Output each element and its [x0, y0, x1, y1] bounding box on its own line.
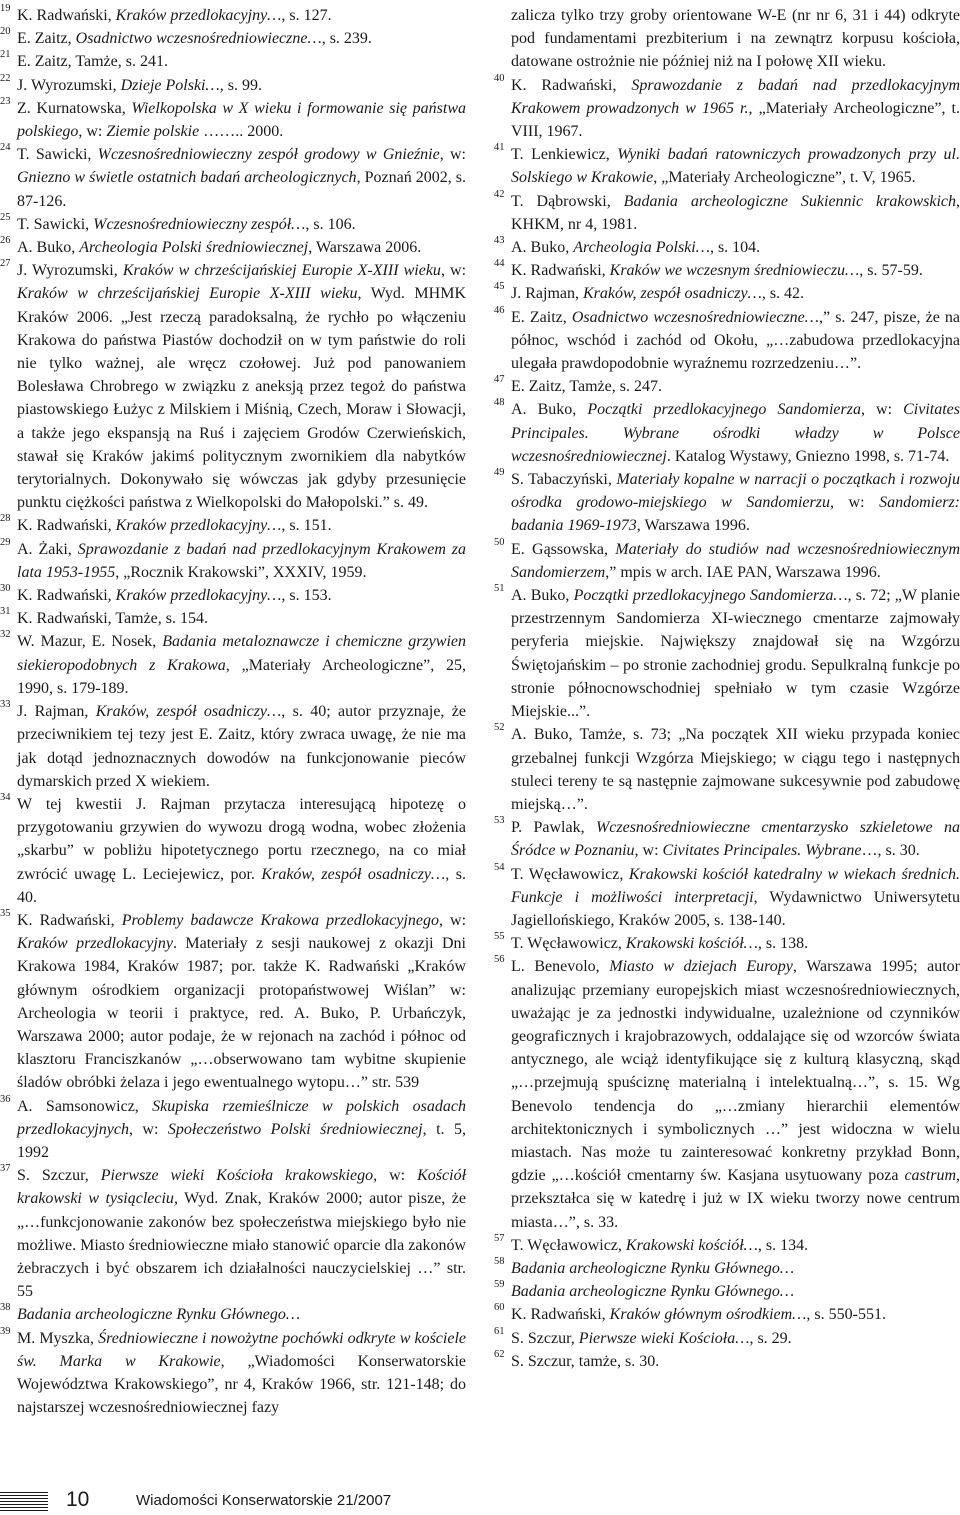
footnote-text: A. Buko, Tamże, s. 73; „Na początek XII wieku przypada koniec grzebalnej funkcji Wzgórza Miejskiego; w ciągu tego i następnych stuleci tereny te są następnie zajmowane sukcesywnie pod zabudowę miejską…”. — [511, 726, 960, 813]
footnote-text: , w: — [128, 1120, 168, 1138]
footnote-number: 60 — [494, 1302, 505, 1314]
footnote-text: , w: — [634, 842, 663, 860]
footnote-text: S. Szczur, — [17, 1167, 101, 1185]
footnote-text: …….. 2000. — [199, 123, 284, 141]
footnote-59 — [494, 1280, 960, 1303]
footnote-number: 39 — [0, 1325, 11, 1337]
footnote-title: Kraków głównym ośrodkiem… — [609, 1306, 807, 1324]
footnote-title: Krakowski kościół… — [625, 935, 758, 953]
footnote-title: Osadnictwo wczesnośredniowieczne… — [75, 30, 322, 48]
footnote-text: K. Radwański, Tamże, s. 154. — [17, 610, 208, 628]
footnote-title: Kraków, zespół osadniczy… — [95, 703, 282, 721]
footnote-number: 22 — [0, 72, 11, 84]
footnote-title: castrum — [904, 1167, 956, 1185]
footnote-61 — [494, 1327, 960, 1350]
footnote-title: Gniezno w świetle ostatnich badań archeologicznych — [17, 169, 357, 187]
footnote-title: Wczesnośredniowieczne cmentarzysko szkieletowe na Śródce w Poznaniu — [511, 819, 960, 860]
footnote-41 — [494, 143, 960, 189]
footnote-text: T. Dąbrowski, — [511, 192, 624, 210]
footnote-text: A. Buko, — [511, 401, 588, 419]
footnote-text: M. Myszka, — [17, 1329, 99, 1347]
footnote-number: 62 — [494, 1348, 505, 1360]
footnote-title: Wczesnośredniowieczny zespół… — [93, 215, 306, 233]
footnote-title: Skupiska rzemieślnicze w polskich osadach przedlokacyjnych — [17, 1097, 466, 1138]
footnote-number: 56 — [494, 954, 505, 966]
footnote-39 — [0, 1327, 466, 1420]
footnote-number: 42 — [494, 188, 505, 200]
footnote-text: A. Buko, — [511, 239, 574, 257]
footnote-text: J. Wyrozumski, — [17, 262, 123, 280]
footnote-text: A. Buko, — [511, 587, 574, 605]
footnote-text: K. Radwański, — [17, 911, 122, 929]
footnote-title: Średniowieczne i nowożytne pochówki odkryte w kościele św. Marka w Krakowie — [17, 1329, 467, 1370]
footnote-32 — [0, 630, 466, 700]
footnote-text: , s. 72; „W planie przestrzennym Sandomierza XI-wiecznego cmentarze zajmowały peryferia miejskie. Największy znajdował się na Wzgórzu Świętojańskim – po stronie zachodniej grodu. Sepulkralną funkcje po stronie północnowschodniej spełniało w tym czasie Wzgórze Miejskie...”. — [511, 587, 960, 721]
footnote-text: , Wyd. MHMK Kraków 2006. „Jest rzeczą paradoksalną, że rychło po włączeniu Krakowa do państwa Piastów dochodził on w tym państwie do roli nie tylko ważnej, ale wręcz czołowej. Już pod panowaniem Bolesława Chrobrego w związku z aneksją przez tegoż do państwa piastowskiego Łużyc z Milskiem i Miśnią, Czech, Moraw i Słowacji, a także jego ekspansją na Ruś i zajęciem Grodów Czerwieńskich, stawał się Kraków jakimś politycznym zwornikiem dla nabytków terytorialnych. Dokonywało się wówczas jak gdyby przesunięcie punktu ciężkości państwa z Wielkopolski do Małopolski.” s. 49. — [17, 285, 466, 512]
footnote-text: , s. 134. — [757, 1236, 809, 1254]
footnote-text: S. Szczur, tamże, s. 30. — [511, 1352, 660, 1370]
footnote-text: T. Lenkiewicz, — [511, 146, 618, 164]
footnote-number: 32 — [0, 629, 11, 641]
footnote-title: Kraków przedlokacyjny… — [115, 7, 282, 24]
footnote-text: , Warszawa 1996. — [636, 517, 750, 535]
footnote-36 — [0, 1095, 466, 1165]
footnote-title: Kraków, zespół osadniczy… — [583, 285, 762, 303]
footnote-text: , Wydawnictwo Uniwersytetu Jagiellońskiego, Kraków 2005, s. 138-140. — [511, 888, 960, 929]
footnote-title: Społeczeństwo Polski średniowiecznej — [167, 1120, 423, 1138]
footnote-text: K. Radwański, — [511, 1306, 610, 1324]
footnote-text: , Poznań 2002, s. 87-126. — [17, 169, 467, 210]
footnote-42 — [494, 190, 960, 236]
footnote-text: E. Gąssowska, — [511, 540, 616, 558]
footnote-52 — [494, 723, 960, 816]
footnote-title: Krakowski kościół katedralny w wiekach średnich. Funkcje i możliwości interpretacji — [511, 865, 960, 906]
footnote-text: , s. 550-551. — [806, 1306, 886, 1324]
footnote-60 — [494, 1303, 960, 1326]
footnote-33 — [0, 700, 466, 793]
footnote-text: , w: — [829, 494, 880, 512]
footnote-text: K. Radwański, — [511, 76, 632, 94]
footnote-title: Problemy badawcze Krakowa przedlokacyjnego — [121, 911, 439, 929]
footnote-number: 54 — [494, 861, 505, 873]
footnote-text: …, s. 30. — [861, 842, 920, 860]
footnote-number: 25 — [0, 211, 11, 223]
footnote-49 — [494, 468, 960, 538]
footnote-number: 59 — [494, 1279, 505, 1291]
footnote-45 — [494, 282, 960, 305]
footnote-title: Badania archeologiczne Rynku Głównego… — [511, 1283, 795, 1301]
footnote-54 — [494, 863, 960, 933]
footnote-title: Kraków przedlokacyjny… — [115, 587, 282, 605]
footnote-number: 28 — [0, 513, 11, 525]
footnote-number: 43 — [494, 235, 505, 247]
footnote-text: , w: — [860, 401, 904, 419]
footer-rule-lines — [0, 1492, 48, 1512]
footnote-text: , KHKM, nr 4, 1981. — [511, 192, 960, 233]
page-footer — [0, 1486, 960, 1515]
footnote-40 — [494, 74, 960, 144]
footnote-text: W. Mazur, E. Nosek, — [17, 633, 163, 651]
footnote-number: 34 — [0, 791, 11, 803]
footnote-number: 20 — [0, 26, 11, 38]
footnote-58 — [494, 1257, 960, 1280]
footnote-text: ,” mpis w arch. IAE PAN, Warszawa 1996. — [605, 563, 881, 581]
footnote-number: 46 — [494, 304, 505, 316]
footnote-text: , s. 40. — [17, 865, 466, 906]
footnote-title: Materiały kopalne w narracji o początkach i rozwoju ośrodka grodowo-miejskiego w Sandomierzu — [511, 471, 960, 512]
footnote-number: 29 — [0, 536, 11, 548]
footnote-text: , s. 151. — [281, 517, 332, 535]
footnote-text: , „Rocznik Krakowski”, XXXIV, 1959. — [115, 563, 367, 581]
footnote-number: 23 — [0, 95, 11, 107]
footnote-title: Sprawozdanie z badań nad przedlokacyjnym Krakowem za lata 1953-1955 — [17, 540, 467, 581]
footnote-number: 37 — [0, 1163, 11, 1175]
footnote-text: S. Szczur, — [511, 1329, 579, 1347]
footnote-title: Dzieje Polski… — [120, 76, 220, 94]
footnote-title: Pierwsze wieki Kościoła krakowskiego — [100, 1167, 374, 1185]
footnote-title: Kraków w chrześcijańskiej Europie X-XIII wieku — [122, 262, 441, 280]
footnote-text: , w: — [439, 146, 466, 164]
footnote-number: 53 — [494, 815, 505, 827]
footnote-title: Ziemie polskie — [106, 123, 200, 141]
footnote-text: , przekształca się w katedrę i już w IX wieku tworzy nowe centrum miasta…”, s. 33. — [511, 1167, 960, 1231]
footnote-text: , s. 42. — [761, 285, 805, 303]
footnote-text: , s. 104. — [709, 239, 761, 257]
footnote-text: T. Sawicki, — [17, 215, 94, 233]
footnote-35 — [0, 909, 466, 1095]
footnote-31 — [0, 607, 466, 630]
footnote-title: Osadnictwo wczesnośredniowieczne… — [571, 308, 819, 326]
footnote-text: , „Materiały Archeologiczne”, t. VIII, 1967. — [511, 99, 960, 141]
footnote-53 — [494, 816, 960, 862]
footnote-text: P. Pawlak, — [511, 819, 596, 837]
footnote-number: 44 — [494, 258, 505, 270]
footnote-title: Kościół krakowski w tysiącleciu — [17, 1167, 467, 1208]
footnote-text: E. Zaitz, — [511, 308, 572, 326]
footnote-title: Sprawozdanie z badań nad przedlokacyjnym Krakowem prowadzonych w 1965 r. — [511, 76, 960, 117]
footnote-text: T. Węcławowicz, — [511, 1236, 626, 1254]
footnote-43 — [494, 236, 960, 259]
footnote-text: W tej kwestii J. Rajman przytacza interesującą hipotezę o przygotowaniu grzywien do wywozu drogą wodna, wobec złożenia „skarbu” w pobliżu hipotetycznego portu rzecznego, na co miał zwrócić uwagę L. Leciejewicz, por. — [17, 795, 466, 883]
footnote-text: , Warszawa 1995; autor analizując przemiany europejskich miast wczesnośredniowiecznych, uważając je za jednostki indywidualne, uzależnione od czynników geograficznych i krajobrazowych, oddalające się od wzorców świata antycznego, ale wciąż identyfikujące się z kulturą klasyczną, skąd „…przejmują spuściznę materialną i intelektualną…”, s. 15. Wg Benevolo tendencja do „…zmiany hierarchii elementów architektonicznych i symbolicznych …” jest widoczna w wielu miastach. Nas może tu zainteresować konkretny przykład Bonn, gdzie „…kościół cmentarny św. Kasjana usytuowany poza — [511, 958, 960, 1185]
footnote-text: K. Radwański, — [511, 262, 610, 280]
footnote-text: , „Wiadomości Konserwatorskie Województwa Krakowskiego”, nr 4, Kraków 1966, str. 121-148; do najstarszej wczesnośredniowiecznej fazy — [17, 1352, 466, 1417]
footnotes-right-column — [494, 4, 960, 1373]
footnote-text: , „Materiały Archeologiczne”, t. V, 1965. — [653, 169, 916, 187]
footnote-title: Wielkopolska w X wieku i formowanie się państwa polskiego — [17, 99, 466, 141]
footnote-text: , w: — [440, 262, 467, 280]
footnote-55 — [494, 932, 960, 955]
footnote-37 — [0, 1164, 466, 1303]
footnote-title: Badania metaloznawcze i chemiczne grzywien siekieropodobnych z Krakowa — [17, 633, 466, 674]
footnote-text: ,” s. 247, pisze, że na północ, wschód i zachód od Okołu, „…zabudowa przedlokacyjna ulegała prawdopodobnie wyraźnemu rozrzedzeniu…”. — [511, 308, 960, 373]
footnote-number: 55 — [494, 931, 505, 943]
footnote-48 — [494, 398, 960, 468]
footnote-number: 21 — [0, 49, 11, 61]
footnote-25 — [0, 213, 466, 236]
footnote-title: Kraków w chrześcijańskiej Europie X-XIII wieku — [17, 285, 358, 303]
footnote-62 — [494, 1350, 960, 1373]
footnote-title: Początki przedlokacyjnego Sandomierza — [587, 401, 861, 419]
footnote-30 — [0, 584, 466, 607]
footnote-text: , w: — [78, 123, 107, 141]
footnote-29 — [0, 538, 466, 584]
footnote-number: 26 — [0, 235, 11, 247]
footnote-title: Kraków przedlokacyjny — [17, 935, 173, 953]
footnote-number: 19 — [0, 3, 11, 14]
footnote-title: Sandomierz: badania 1969-1973 — [511, 494, 960, 535]
footnote-28 — [0, 514, 466, 537]
footnote-text: K. Radwański, — [17, 587, 116, 605]
footnote-title: Badania archeologiczne Rynku Głównego… — [17, 1306, 301, 1324]
footnote-number: 27 — [0, 258, 11, 270]
footnote-text: , s. 153. — [281, 587, 332, 605]
footnote-number: 24 — [0, 142, 11, 154]
footnote-title: Wczesnośredniowieczny zespół grodowy w Gnieźnie — [97, 146, 440, 164]
footnote-text: E. Zaitz, Tamże, s. 241. — [17, 53, 168, 71]
footnote-title: Pierwsze wieki Kościoła… — [578, 1329, 750, 1347]
footnote-44 — [494, 259, 960, 282]
footnote-number: 38 — [0, 1302, 11, 1314]
footnote-title: Krakowski kościół… — [625, 1236, 758, 1254]
footnote-text: , w: — [373, 1167, 418, 1185]
footnote-text: , s. 239. — [321, 30, 372, 48]
footnote-text: , s. 127. — [281, 7, 332, 24]
footnote-text: , s. 106. — [305, 215, 356, 233]
footnote-number: 33 — [0, 699, 11, 711]
footnote-text: A. Żaki, — [17, 540, 78, 558]
footnote-50 — [494, 538, 960, 584]
footnote-number: 41 — [494, 142, 505, 154]
footnote-34 — [0, 793, 466, 909]
footnote-text: E. Zaitz, Tamże, s. 247. — [511, 378, 662, 396]
footnote-text: J. Rajman, — [17, 703, 96, 721]
footnote-number: 36 — [0, 1093, 11, 1105]
footnote-text: , s. 40; autor przyznaje, że przeciwnikiem tej tezy jest E. Zaitz, który zwraca uwagę, że nie ma jak dotąd jednoznacznych dowodów na funkcjonowanie pieców dymarskich przed X wiekiem. — [17, 703, 467, 790]
footnote-title: Archeologia Polski średniowiecznej — [79, 239, 309, 257]
footnote-46 — [494, 306, 960, 376]
footnote-number: 52 — [494, 722, 505, 734]
footnote-text: T. Sawicki, — [17, 146, 98, 164]
footnote-38 — [0, 1303, 466, 1326]
footnote-title: Civitates Principales. Wybrane — [662, 842, 862, 860]
footnote-title: Kraków przedlokacyjny… — [115, 517, 282, 535]
footnote-title: Wyniki badań ratowniczych prowadzonych przy ul. Solskiego w Krakowie — [511, 146, 960, 187]
footnote-text: J. Wyrozumski, — [17, 76, 121, 94]
footnote-title: Kraków, zespół osadniczy… — [261, 865, 446, 883]
footnote-number: 50 — [494, 536, 505, 548]
footnote-text: , Warszawa 2006. — [308, 239, 422, 257]
footnote-number: 47 — [494, 374, 505, 386]
footnote-text: K. Radwański, — [17, 7, 116, 24]
footnotes-left-column — [0, 4, 466, 1419]
footnote-number: 57 — [494, 1232, 505, 1244]
footnote-title: Badania archeologiczne Rynku Głównego… — [511, 1259, 795, 1277]
footnote-47 — [494, 375, 960, 398]
footnote-title: Kraków we wczesnym średniowieczu… — [609, 262, 860, 280]
footnote-number: 48 — [494, 397, 505, 409]
footnote-text: K. Radwański, — [17, 517, 116, 535]
footnote-title: Materiały do studiów nad wczesnośredniowiecznym Sandomierzem — [511, 540, 960, 581]
footnote-number: 61 — [494, 1325, 505, 1337]
footnote-text: , w: — [439, 911, 467, 929]
footnote-24 — [0, 143, 466, 213]
journal-title: Wiadomości Konserwatorskie 21/2007 — [136, 1492, 392, 1509]
footnote-text: J. Rajman, — [511, 285, 583, 303]
footnote-number: 58 — [494, 1255, 505, 1267]
footnote-text: , s. 138. — [757, 935, 809, 953]
footnote-text: , t. 5, 1992 — [17, 1120, 467, 1161]
footnote-title: Badania archeologiczne Sukiennic krakowskich — [623, 192, 957, 210]
footnote-number: 31 — [0, 606, 11, 618]
footnote-23 — [0, 97, 466, 143]
footnote-21 — [0, 50, 466, 73]
footnote-text: . Katalog Wystawy, Gniezno 1998, s. 71-74. — [666, 447, 950, 465]
footnote-text: , s. 99. — [219, 76, 262, 94]
footnote-number: 51 — [494, 583, 505, 595]
page-number: 10 — [66, 1488, 90, 1511]
footnote-51 — [494, 584, 960, 723]
footnote-26 — [0, 236, 466, 259]
footnote-number: 49 — [494, 467, 505, 479]
footnote-title: Miasto w dziejach Europy — [609, 958, 793, 976]
footnote-number: 40 — [494, 72, 505, 84]
footnote-text: , s. 57-59. — [859, 262, 923, 280]
footnote-19 — [0, 4, 466, 27]
footnote-22 — [0, 74, 466, 97]
footnote-20 — [0, 27, 466, 50]
footnote-number: 30 — [0, 583, 11, 595]
footnote-text: . Materiały z sesji naukowej z okazji Dni Krakowa 1984, Kraków 1987; por. także K. Radwański „Kraków głównym ośrodkiem organizacji protopaństwowej Wiślan” w: Archeologia w teorii i praktyce, red. A. Buko, P. Urbańczyk, Warszawa 2000; autor podaje, że w rejonach na zachód i północ od klasztoru Franciszkanów „…obserwowano tam wybitne skupienie śladów obróbki żelaza i jego ewentualnego wytopu…” str. 539 — [17, 935, 467, 1092]
footnote-number: 35 — [0, 907, 11, 919]
footnote-title: Archeologia Polski… — [573, 239, 710, 257]
footnote-text: A. Buko, — [17, 239, 80, 257]
footnote-text: , „Materiały Archeologiczne”, 25, 1990, s. 179-189. — [17, 656, 467, 697]
footnote-text: , s. 29. — [749, 1329, 792, 1347]
footnote-number: 45 — [494, 281, 505, 293]
footnote-text: A. Samsonowicz, — [17, 1097, 153, 1115]
footnote-continuation: zalicza tylko trzy groby orientowane W-E (nr nr 6, 31 i 44) odkryte pod fundamentami prezbiterium i na zewnątrz korpusu kościoła, datowane ostrożnie nie później niż na I połowę XII wieku. — [511, 7, 960, 71]
footnote-text: L. Benevolo, — [511, 958, 610, 976]
footnote-text: E. Zaitz, — [17, 30, 76, 48]
footnote-57 — [494, 1234, 960, 1257]
footnote-text: S. Tabaczyński, — [511, 471, 617, 489]
footnote-56 — [494, 955, 960, 1233]
footnote-text: Z. Kurnatowska, — [17, 99, 132, 117]
footnote-title: Początki przedlokacyjnego Sandomierza… — [573, 587, 848, 605]
footnote-title: Civitates Principales. Wybrane ośrodki władzy w Polsce wczesnośredniowiecznej — [511, 401, 960, 465]
footnote-27 — [0, 259, 466, 514]
footnote-text: T. Węcławowicz, — [511, 865, 629, 883]
footnote-text: , Wyd. Znak, Kraków 2000; autor pisze, że „…funkcjonowanie zakonów bez społeczeństwa miejskiego było nie możliwe. Miasto średniowieczne miało stanowić oparcie dla zakonów żebraczych i być obszarem ich działalności nauczycielskiej …” str. 55 — [17, 1190, 466, 1301]
footnote-text: T. Węcławowicz, — [511, 935, 626, 953]
